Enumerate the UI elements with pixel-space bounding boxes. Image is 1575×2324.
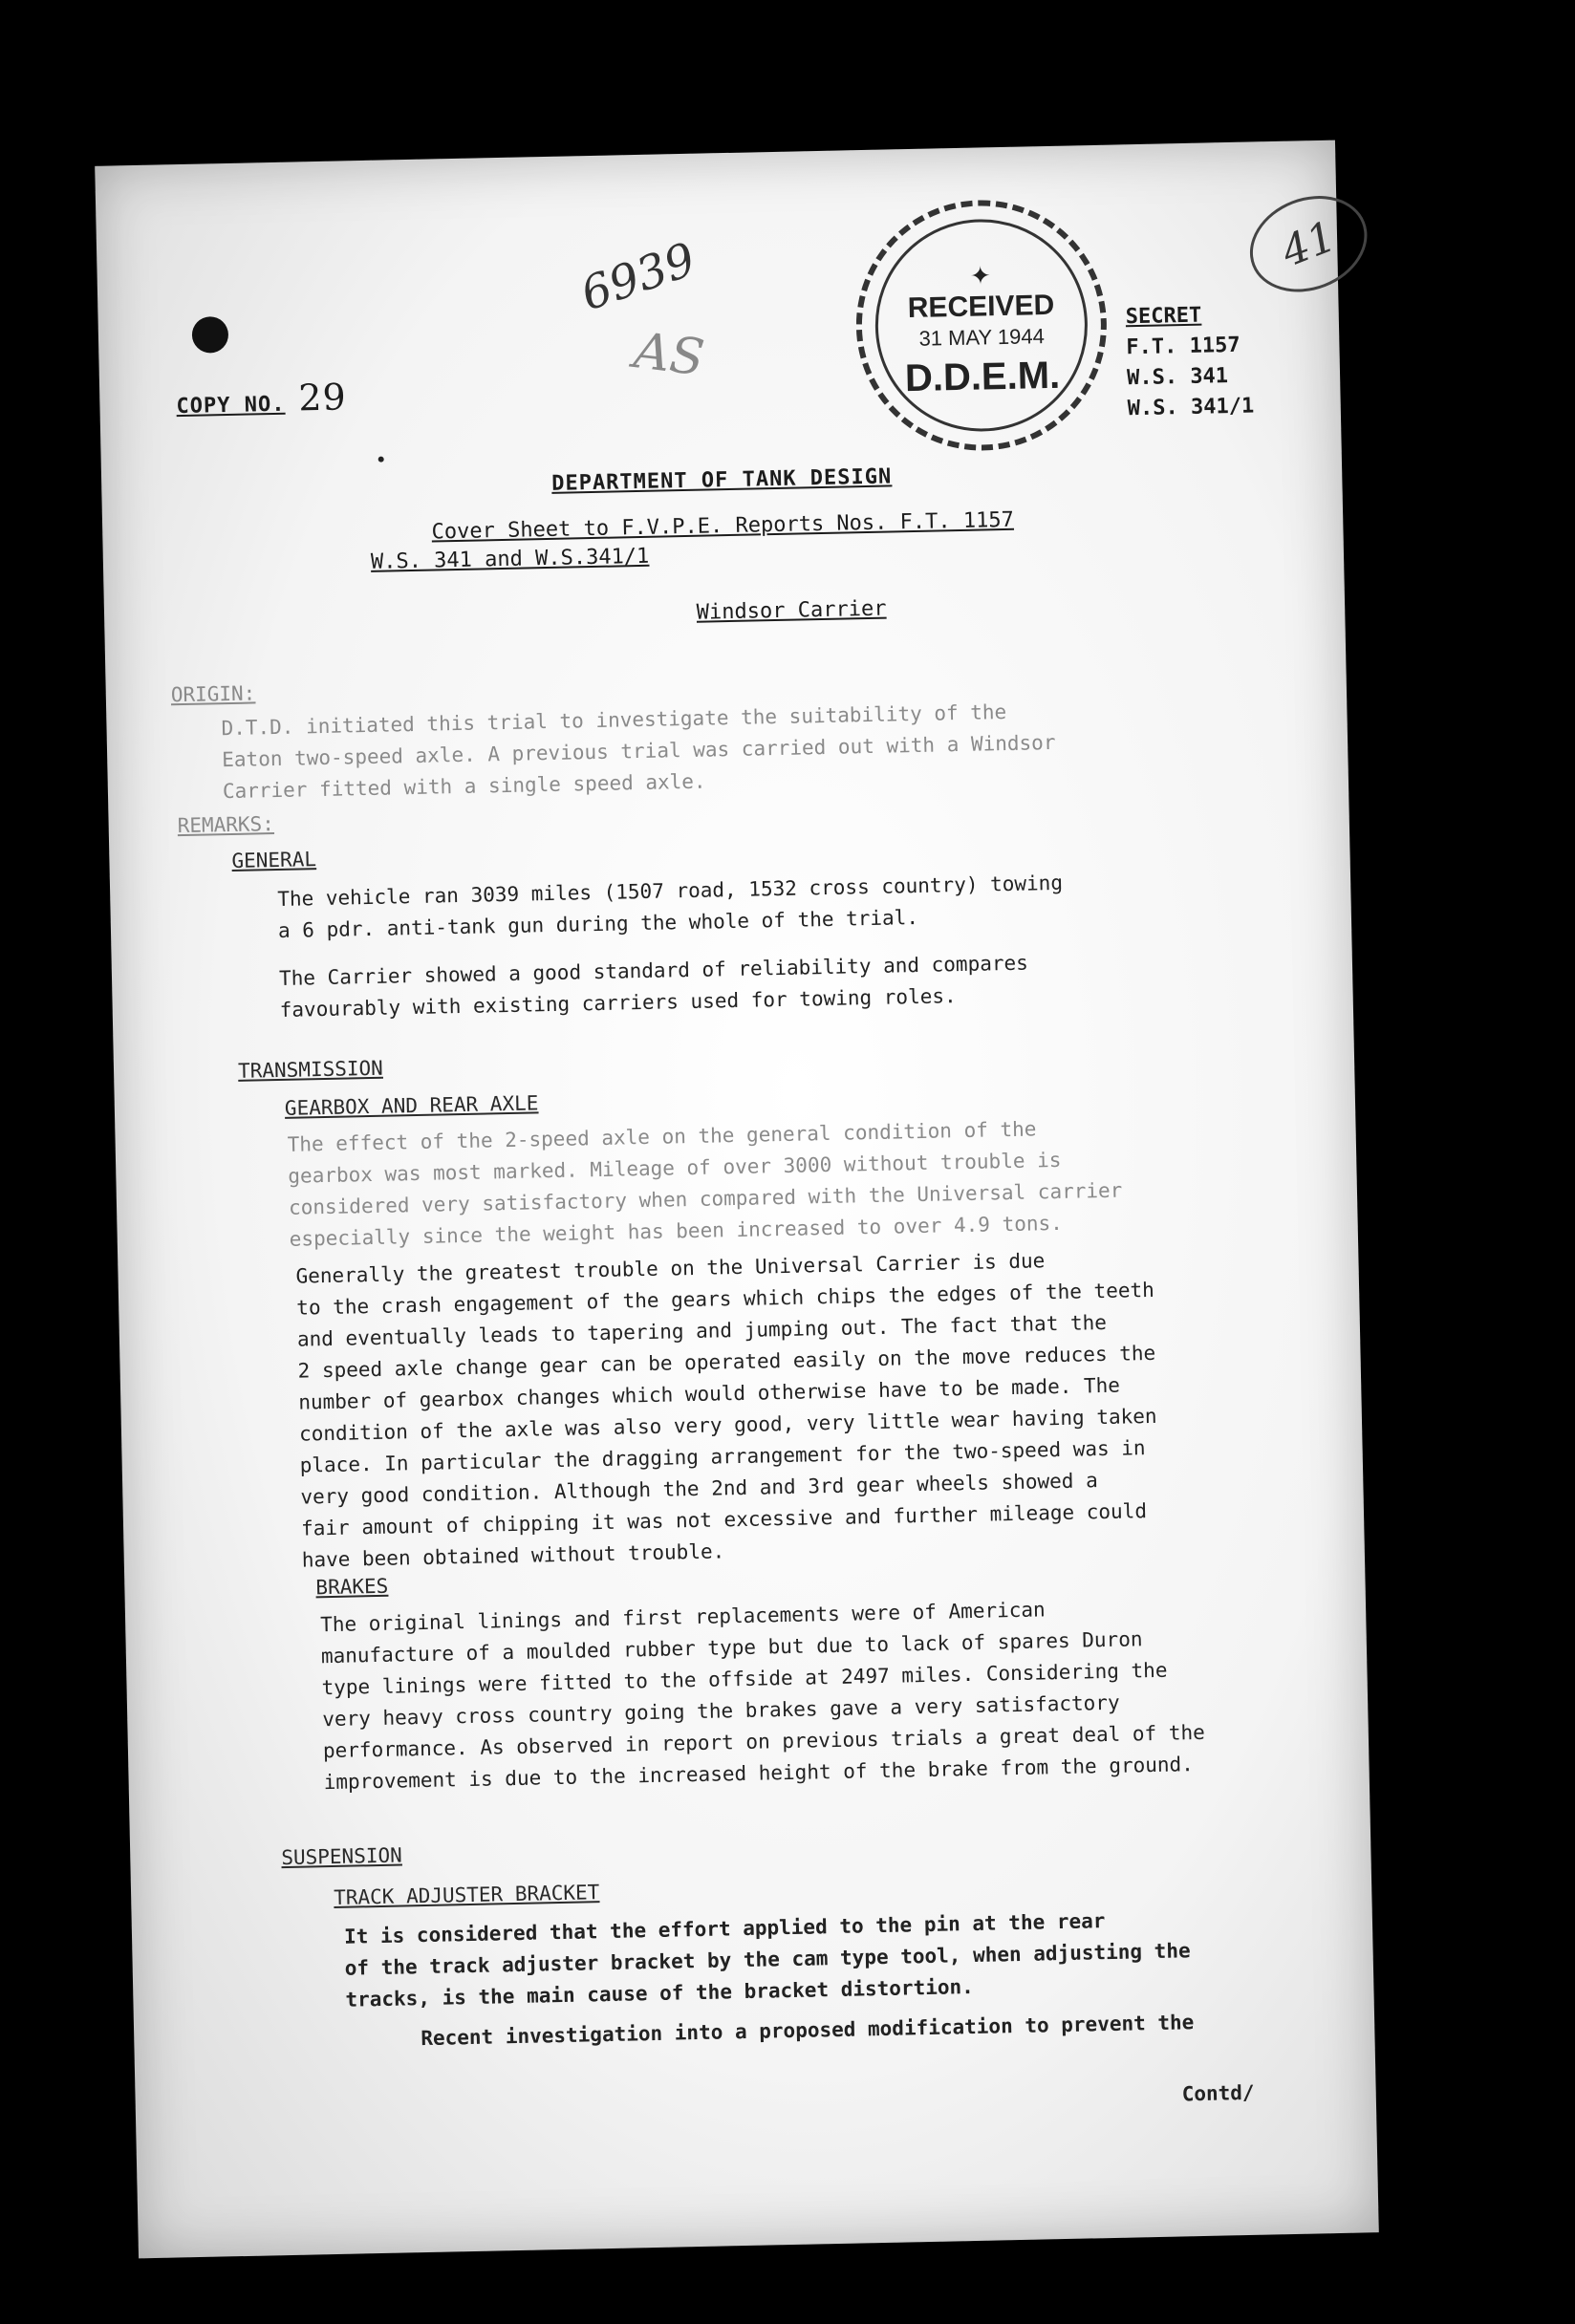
circled-number-text: 41	[1274, 211, 1343, 277]
track-adjuster-heading: TRACK ADJUSTER BRACKET	[333, 1881, 600, 1909]
punch-hole	[192, 316, 229, 354]
track-adjuster-paragraph-2: Recent investigation into a proposed modification to prevent the	[421, 2011, 1195, 2051]
general-heading: GENERAL	[231, 848, 317, 872]
cover-sheet-line-2: W.S. 341 and W.S.341/1	[370, 544, 650, 574]
general-paragraph-1: The vehicle ran 3039 miles (1507 road, 1532 cross country) towing a 6 pdr. anti-tank gun during the whole of the trial.	[277, 871, 1064, 942]
brakes-paragraph: The original linings and first replacements were of American manufacture of a moulded rubber type but due to lack of spares Duron type linings were fitted to the offside at 2497 miles. Considering the very heavy cross country going the brakes gave a very satisfactory performance. As observed in report on previous trials a great deal of the improvement is due to the increased height of the brake from the ground.	[319, 1598, 1205, 1795]
copy-number-value: 29	[297, 376, 348, 420]
gearbox-paragraph-2: Generally the greatest trouble on the Universal Carrier is due to the crash engagement of the gears which chips the edges of the teeth and eventually leads to tapering and jumping out. The fact that the 2 speed axle change gear can be operated easily on the move reduces the number of gearbox changes which would otherwise have to be made. The condition of the axle was also very good, very little wear having taken place. In particular the dragging arrangement for the two-speed was in very good condition. Although the 2nd and 3rd gear wheels showed a fair amount of chipping it was not excessive and further mileage could have been obtained without trouble.	[295, 1249, 1157, 1572]
copy-label: COPY NO.	[176, 392, 286, 420]
document-page	[95, 140, 1379, 2259]
secret-ref-2: W.S. 341	[1126, 364, 1229, 391]
secret-ref-3: W.S. 341/1	[1127, 394, 1255, 421]
department-title: DEPARTMENT OF TANK DESIGN	[550, 464, 893, 496]
stamp-date: 31 MAY 1944	[918, 324, 1046, 351]
origin-heading: ORIGIN:	[170, 681, 256, 707]
suspension-heading: SUSPENSION	[281, 1843, 402, 1870]
secret-label: SECRET	[1125, 303, 1202, 330]
stamp-dept: D.D.E.M.	[904, 354, 1061, 400]
handwritten-reference: 6939	[573, 232, 702, 322]
secret-ref-1: F.T. 1157	[1126, 333, 1241, 360]
circled-page-number	[1236, 180, 1381, 309]
gearbox-heading: GEARBOX AND REAR AXLE	[284, 1091, 539, 1120]
continued-marker: Contd/	[1181, 2080, 1255, 2106]
security-classification	[1125, 300, 1254, 425]
stamp-received: RECEIVED	[907, 289, 1055, 325]
brakes-heading: BRAKES	[315, 1574, 389, 1600]
transmission-heading: TRANSMISSION	[237, 1056, 384, 1083]
origin-text: D.T.D. initiated this trial to investigate the suitability of the Eaton two-speed axle. A previous trial was carried out with a Windsor Carrier fitted with a single speed axle.	[221, 699, 1056, 804]
general-paragraph-2: The Carrier showed a good standard of reliability and compares favourably with existing carriers used for towing roles.	[278, 951, 1029, 1022]
gearbox-paragraph-1: The effect of the 2-speed axle on the general condition of the gearbox was most marked. Mileage of over 3000 without trouble is considered very satisfactory when compared with the Universal carrier especially since the weight has been increased to over 4.9 tons.	[287, 1117, 1123, 1251]
copy-number	[176, 376, 347, 421]
ink-dot	[378, 457, 384, 463]
handwritten-initials: AS	[631, 322, 707, 388]
stamp-star-icon: ✦	[969, 261, 992, 290]
vehicle-title: Windsor Carrier	[696, 596, 887, 625]
received-stamp	[853, 198, 1109, 453]
remarks-heading: REMARKS:	[177, 812, 275, 838]
track-adjuster-paragraph-1: It is considered that the effort applied to the pin at the rear of the track adjuster bracket by the cam type tool, when adjusting the tracks, is the main cause of the bracket distortion.	[343, 1909, 1191, 2012]
stamp-inner-ring	[874, 217, 1090, 434]
cover-sheet-line-1: Cover Sheet to F.V.P.E. Reports Nos. F.T. 1157	[431, 507, 1015, 545]
